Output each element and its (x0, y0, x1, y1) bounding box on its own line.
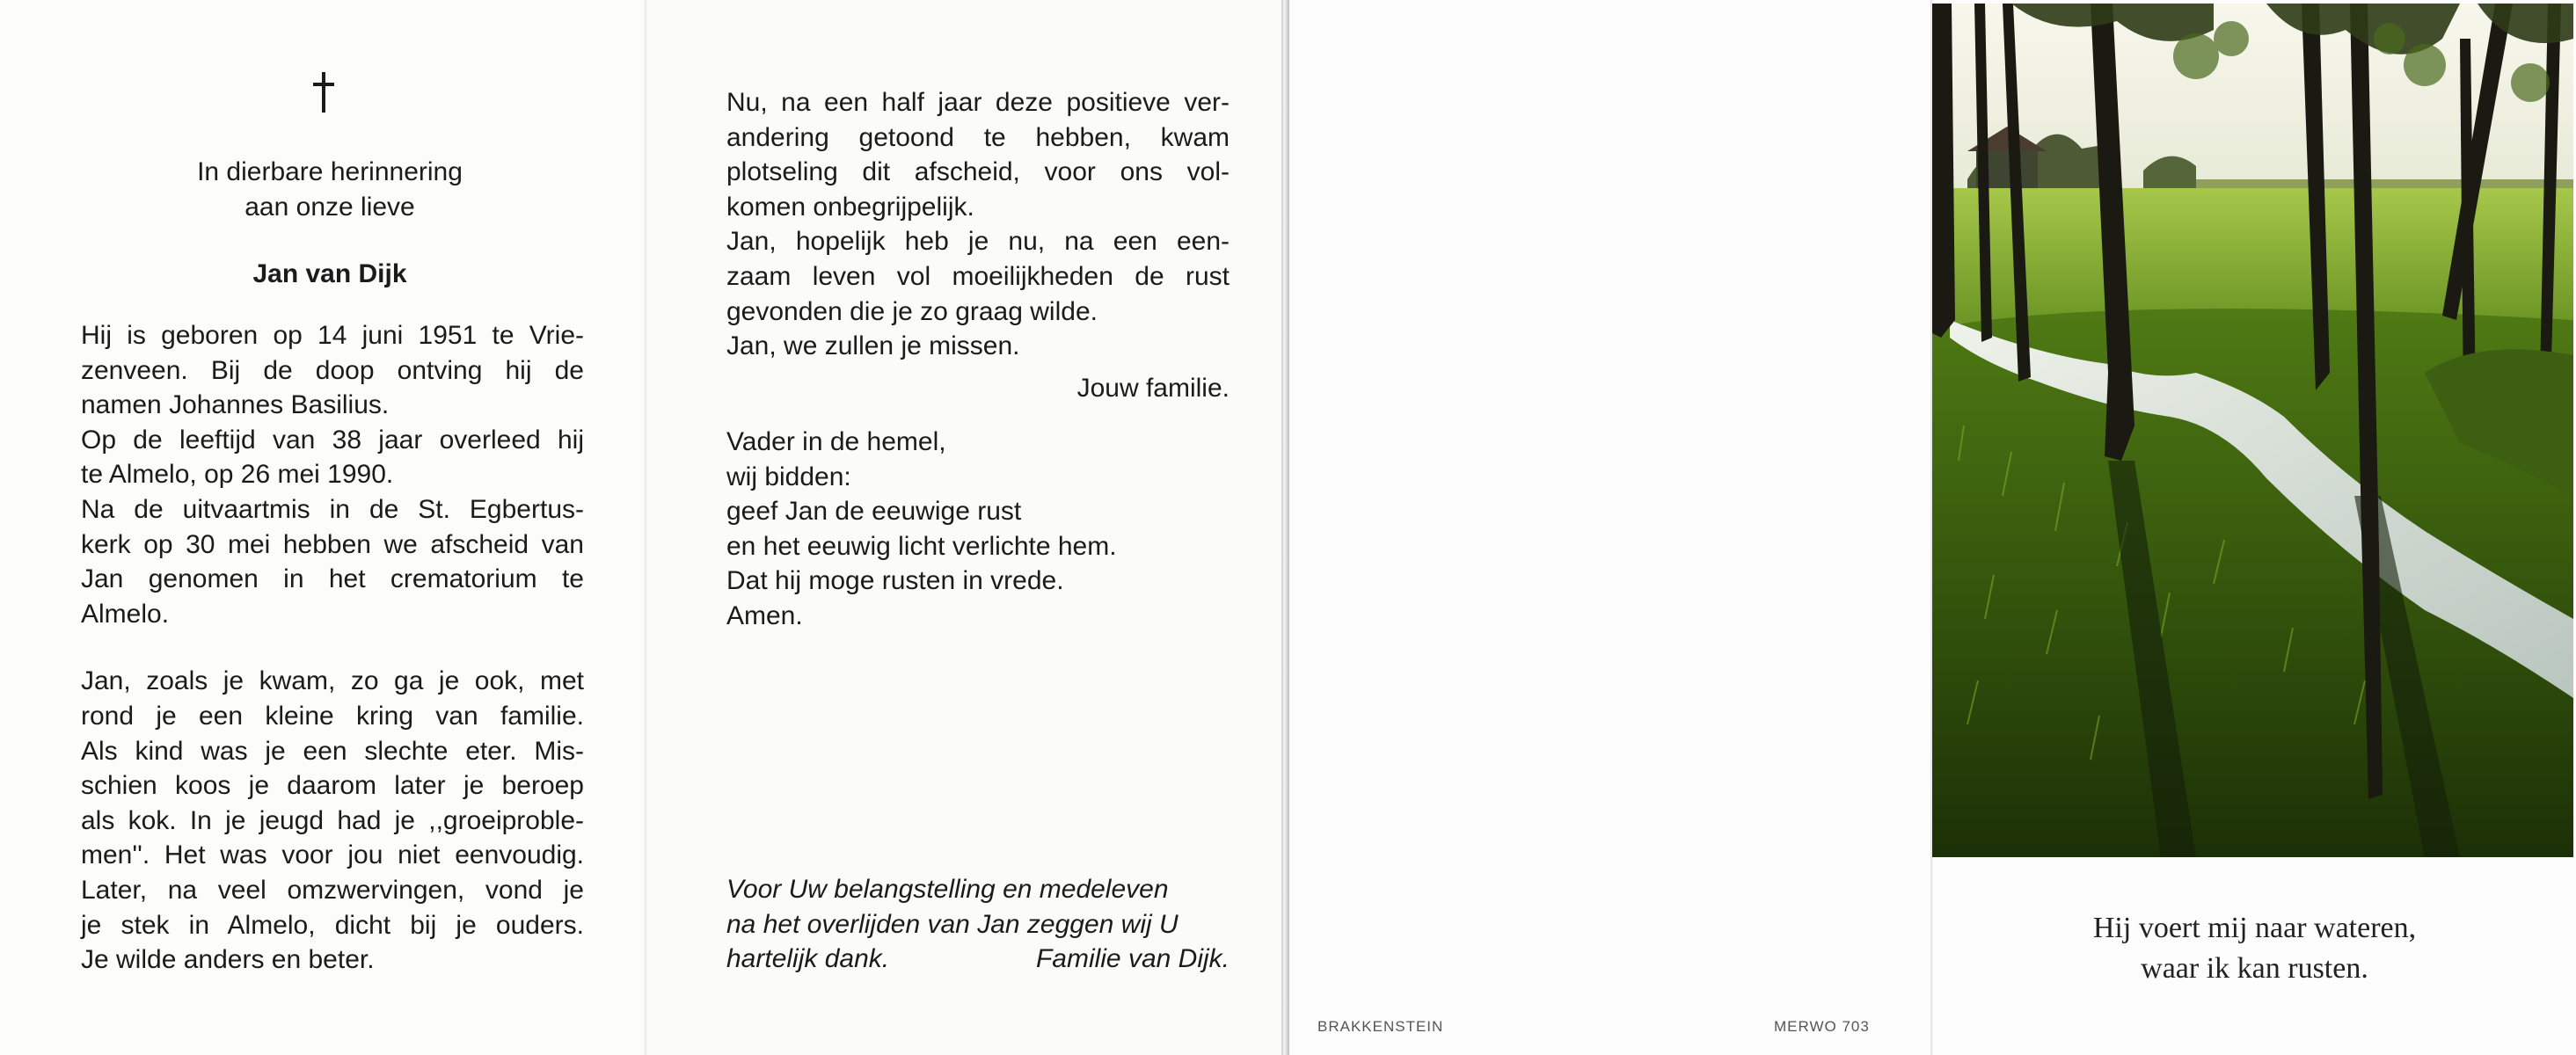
deceased-name: Jan van Dijk (252, 259, 407, 288)
story-line: Later, na veel omzwervingen, vond je (81, 875, 584, 905)
card-edge (1281, 0, 1289, 1055)
dedication-line: In dierbare herinnering (197, 157, 463, 186)
story-line: Jan, zoals je kwam, zo ga je ook, met (81, 666, 584, 696)
prayer-line: geef Jan de eeuwige rust (726, 497, 1022, 527)
publisher-imprint: BRAKKENSTEIN (1317, 1018, 1444, 1035)
prayer-line: Dat hij moge rusten in vrede. (726, 566, 1064, 596)
prayer-line: en het eeuwig licht verlichte hem. (726, 531, 1117, 561)
text-line: andering getoond te hebben, kwam (726, 122, 1230, 152)
story-line: schien koos je daarom later je beroep (81, 771, 584, 801)
story-line: rond je een kleine kring van familie. (81, 701, 584, 731)
bio-line: zenveen. Bij de doop ontving hij de (81, 355, 584, 385)
prayer-line: Vader in de hemel, (726, 427, 946, 456)
prayer-line: Amen. (726, 600, 803, 630)
bio-line: Hij is geboren op 14 juni 1951 te Vrie- (81, 321, 584, 350)
bio-line: te Almelo, op 26 mei 1990. (81, 460, 394, 490)
story-line: men''. Het was voor jou niet eenvoudig. (81, 840, 584, 870)
story-line: Als kind was je een slechte eter. Mis- (81, 736, 584, 766)
landscape-photo (1932, 4, 2573, 857)
product-code: MERWO 703 (1774, 1018, 1870, 1035)
continued-text (726, 85, 1230, 405)
bio-line: Na de uitvaartmis in de St. Egbertus- (81, 494, 584, 524)
bio-line: Almelo. (81, 599, 170, 629)
text-line: Jan, hopelijk heb je nu, na een een- (726, 227, 1230, 257)
bio-line: Op de leeftijd van 38 jaar overleed hij (81, 425, 584, 455)
prayer (726, 425, 1230, 634)
text-line: zaam leven vol moeilijkheden de rust (726, 261, 1230, 291)
prayer-line: wij bidden: (726, 462, 851, 491)
text-line: gevonden die je zo graag wilde. (726, 296, 1098, 326)
thanks-line: hartelijk dank. (726, 944, 890, 974)
bio-line: namen Johannes Basilius. (81, 390, 390, 420)
text-line: plotseling dit afscheid, voor ons vol- (726, 157, 1230, 187)
text-line: Jan, we zullen je missen. (726, 331, 1020, 361)
thanks-line: na het overlijden van Jan zeggen wij U (726, 909, 1179, 939)
card-back-cover (1289, 0, 1933, 1055)
text-line: komen onbegrijpelijk. (726, 192, 974, 222)
verse-line: Hij voert mij naar wateren, (2092, 912, 2417, 944)
bible-verse (1933, 908, 2576, 989)
thanks-line: Voor Uw belangstelling en medeleven (726, 875, 1169, 904)
biography (81, 318, 584, 978)
bio-line: Jan genomen in het crematorium te (81, 564, 584, 594)
verse-line: waar ik kan rusten. (2141, 952, 2368, 985)
story-line: Je wilde anders en beter. (81, 945, 375, 975)
text-line: Nu, na een half jaar deze positieve ver- (726, 88, 1230, 117)
family-signature: Familie van Dijk. (1035, 944, 1230, 974)
thank-you-note (726, 872, 1230, 977)
story-line: je stek in Almelo, dicht bij je ouders. (81, 910, 584, 940)
bio-line: kerk op 30 mei hebben we afscheid van (81, 529, 584, 559)
cross-icon (0, 72, 646, 117)
family-signature: Jouw familie. (1076, 373, 1230, 403)
dedication-line: aan onze lieve (244, 193, 415, 222)
story-line: als kok. In je jeugd had je ,,groeiproble- (81, 805, 584, 835)
